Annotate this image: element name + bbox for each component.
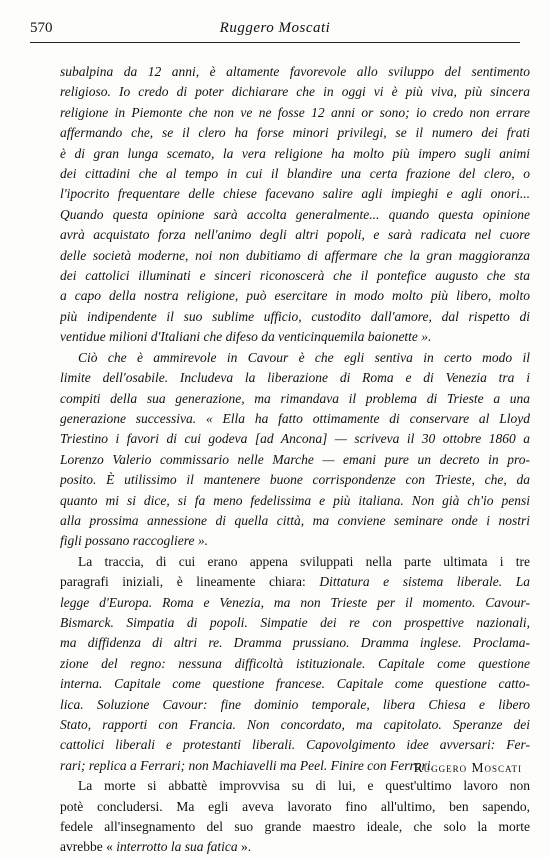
text-line (60, 817, 530, 837)
text-run: La traccia, di cui erano appena sviluppati nella parte ultimata i tre (78, 553, 530, 569)
text-run: rari; replica a Ferrari; non Machiavelli ma Peel. Finire con Ferrari. (60, 757, 434, 773)
text-run: zione del regno: nessuna difficoltà istituzionale. Capitale come questione (60, 655, 530, 671)
text-run: interna. Capitale come questione francese. Capitale come questione catto- (60, 676, 530, 692)
page-header (30, 14, 520, 43)
page-number: 570 (30, 20, 53, 36)
text-line: affermando che, se il clero ha forse minori privilegi, se il numero dei frati (60, 125, 530, 141)
text-line: Lorenzo Valerio commissario nelle Marche — emani pure un decreto in pro- (60, 451, 530, 467)
text-line: compiti della sua generazione, ma rimandava il problema di Trieste a una (60, 390, 530, 406)
text-run: fedele all'insegnamento del suo grande maestro ideale, che solo la morte (60, 819, 530, 835)
text-line: è di gran lunga scemato, la vera religione ha molto più impero sugli animi (60, 145, 530, 161)
text-run: Dittatura e sistema liberale. La (319, 574, 530, 590)
text-line: dei cittadini che al tempo in cui il blandire una certa frazione del clero, o (60, 166, 530, 182)
text-line: Ciò che è ammirevole in Cavour è che egli sentiva in certo modo il (78, 349, 530, 365)
text-line (60, 797, 530, 817)
text-run: legge d'Europa. Roma e Venezia, ma non Trieste per il momento. Cavour- (60, 594, 530, 610)
body-text (60, 62, 530, 858)
text-line: ventidue milioni d'Italiani che difeso da venticinquemila baionette ». (60, 329, 432, 345)
text-line: avrà acquistato forza nell'animo degli altri popoli, e sarà radicata nel cuore (60, 227, 530, 243)
text-run: Stato, rapporti con Francia. Non concordato, ma capitolato. Speranze dei (60, 717, 530, 732)
text-line: dei cattolici illuminati e sinceri riconoscerà che il pontefice augusto che sta (60, 268, 530, 284)
text-line: delle società moderne, noi non dubitiamo di affermare che la gran maggioranza (60, 247, 530, 263)
text-run: cattolici liberali e protestanti liberali. Capovolgimento idee avversari: Fer- (60, 737, 530, 753)
paragraph-outline (60, 552, 530, 776)
text-line: a capo della nostra religione, può esercitare in modo molto più libero, molto (60, 288, 530, 304)
text-line: generazione successiva. « Ella ha fatto ottimamente di conservare al Lloyd (60, 410, 530, 426)
text-line (60, 593, 530, 613)
text-line: religione in Piemonte che non ve ne fosse 12 anni or sono; io credo non errare (60, 104, 530, 120)
text-line (60, 735, 530, 755)
text-line: figli possano raccogliere ». (60, 533, 208, 549)
text-line (60, 633, 530, 653)
text-run: paragrafi iniziali, è lineamente chiara: (60, 574, 320, 590)
text-line (60, 674, 530, 694)
text-line (60, 837, 530, 857)
text-run: interrotto la sua fatica (116, 839, 238, 855)
text-line: più indipendente il suo sublime ufficio, custodito dall'amore, dal rispetto di (60, 308, 530, 324)
text-line: alla prossima annessione di quella città, ma conviene seminare onde i nostri (60, 512, 530, 528)
text-line (60, 695, 530, 715)
text-line: quanto mi si dice, si fa meno fedelissima e più italiana. Non già ch'io pensi (60, 492, 530, 508)
text-run: Bismarck. Simpatia di popoli. Simpatie dei re con prospettive nazionali, (60, 614, 530, 630)
text-line (60, 552, 530, 572)
text-run: potè concludersi. Ma egli aveva lavorato fino all'ultimo, ben sapendo, (60, 798, 530, 814)
text-line (60, 776, 530, 796)
text-line: religioso. Io credo di poter dichiarare che in oggi vi è più viva, più sincera (60, 84, 530, 100)
text-line (60, 572, 530, 592)
paragraph-conclusion (60, 776, 530, 858)
text-line (60, 613, 530, 633)
text-run: ma diffidenza di altri re. Dramma prussiano. Dramma inglese. Proclama- (60, 635, 530, 651)
paragraph-cavour-trieste (60, 348, 530, 552)
author-signature: Ruggero Moscati (413, 760, 522, 775)
running-head: Ruggero Moscati (219, 20, 331, 36)
text-run: La morte si abbattè improvvisa su di lui, e quest'ultimo lavoro non (78, 778, 530, 794)
text-line: limite dell'osabile. Includeva la liberazione di Roma e di Venezia tra i (60, 370, 530, 386)
text-run: avrebbe « (60, 839, 117, 855)
text-line: posito. È utilissimo il mantenere buone corrispondenze con Trieste, che, da (60, 472, 530, 488)
text-run: lica. Soluzione Cavour: fine dominio temporale, libera Chiesa e libero (60, 696, 530, 712)
text-run: ». (237, 839, 252, 855)
quoted-passage (60, 62, 530, 348)
text-line: subalpina da 12 anni, è altamente favorevole allo sviluppo del sentimento (60, 64, 530, 79)
text-line: Quando questa opinione sarà accolta generalmente... quando questa opinione (60, 206, 530, 222)
text-line: l'ipocrito frequentare delle chiese facevano salire agli impieghi e agli onori... (60, 186, 530, 202)
text-line: Triestino i favori di cui godeva [ad Ancona] — scriveva il 30 ottobre 1860 a (60, 431, 530, 447)
text-line (60, 715, 530, 735)
text-line (60, 654, 530, 674)
